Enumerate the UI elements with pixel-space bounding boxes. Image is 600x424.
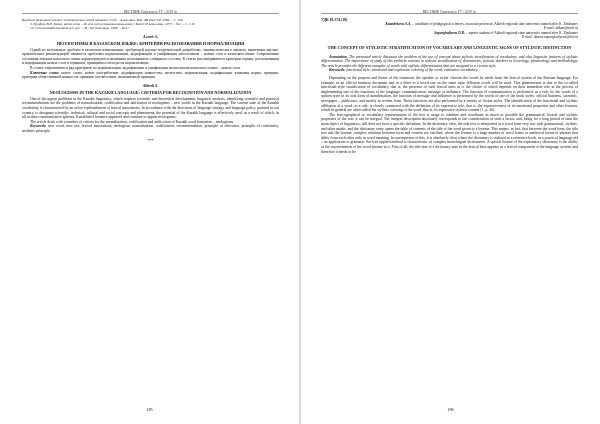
body-paragraph: The lexicographical or vocabulary representation of the text is usage to combine and coordinate as much as possible the grammatical, lexical and stylistic properties of the text, it can be integral. The integral description absolutely corresponds to the consideration of such a factor, and, being for a long period of time the main object of linguistics, still does not have a specific definition. In the dictionary view, the title text is interpreted as a word form very low with grammatical, stylistic, and other marks, and the dictionary entry opens the table of contents of the title of the word given to a lexeme. This means, in fact, that between the word form, the title text and the lexeme, complex relations between form and content are clarified, where the lexeme is a huge number of word forms or analytical forms of phrases that differ from each other only in word meaning. In consequence of this, it is absolutely clear where the dictionary is realized as a reference book, as a practical language aid – an application to grammar. Such an applied method is characteristic of complex monolingual dictionaries. A special feature of the explanatory dictionary is the ability of the representation of the word lexeme in it. First of all, the title text of a dictionary note in the lexical base appears as a lexical component of the language system, and therefore it needs to be	[321, 112, 578, 154]
journal-header: ВЕСТНИК Таразского ГУ / 2019 №	[22, 0, 279, 14]
author-email: E-mail: akkan@mail.ru	[543, 26, 578, 31]
page-number: 185	[146, 407, 153, 412]
udc-code: УДК 81.374 (18)	[321, 18, 348, 22]
ru-title: НЕОЛОГИЗМЫ В КАЗАХСКОМ ЯЗЫКЕ: КРИТЕРИИ РАСПОЗНАВАНИЯ И НОРМАЛИЗАЦИЯ	[56, 40, 245, 46]
reference-item: Введение развития сельских электрических сетей периода СССР. – Алма-Ата, Изд. АН КазССР, 1984. – С. 190.	[22, 18, 184, 22]
ru-abstract-2: В статье затрагиваются ряд критериев по нормализации, кодификации и унификации неологизмов казахского языка – новых слов.	[30, 65, 241, 70]
reference-item: 10. Сельскохозяйственный всп. рес. – М., Русский язык, 1986. – 624 с.	[30, 26, 130, 31]
author-email: E-mail: dinara.saparghaliyeva@list.ru	[521, 35, 578, 40]
ru-keywords-label: Ключевые слова:	[30, 70, 60, 75]
ru-author: Ахмед А.	[143, 34, 158, 39]
en-abstract: One of the urgent problems in the Kazakh linguistics, which requires scientific and theoretical development, linguistic analysis, identifying scientific and practical recommendations are the problems of normalization, codification and unification of neologisms – new words in the Kazakh language. The current state of the Kazakh vocabulary is characterized by an active replenishment of lexical innovations. In accordance with the directions of language strategy and language policy pursued in our country, to designate scientific, technical, cultural and social concepts and phenomena, the potential of the Kazakh language is effectively used, as a result of which, in all written communicative spheres, Kazakhized lexemes appeared and continue to appear neologisms.	[22, 96, 279, 120]
en-author: Akhedi A.	[142, 83, 159, 88]
article-title: THE CONCEPT OF STYLISTIC STRATIFICATION OF VOCABULARY AND LINGUISTIC SIGNS OF STYLISTIC DISTINCTION	[327, 44, 572, 50]
author-name: Saparghaliyeva D.D.	[434, 30, 466, 35]
left-page	[0, 0, 299, 424]
journal-header: ВЕСТНИК Таразского ГУ / 2019 №	[321, 0, 578, 14]
annotation-text: The presented article discusses the problem of the use of concept about stylistic stratification of vocabulary, and also linguistic features of stylistic differentiation. The importance of study of this problem consists in stylistic stratification of dictionaries, stylistic markers in lexicology, phraseology and methodology. The article provides the different examples of words with stylistic differentiation that are assigned to a certain style.	[321, 54, 578, 68]
annotation-label: Annotation.	[329, 54, 348, 59]
right-page	[301, 0, 600, 424]
author-affiliation	[321, 22, 578, 40]
author-name: Kuanbekova A.A.	[385, 22, 412, 26]
ru-keywords: новое слово, новое употребление, кодификация новшества, неологизм, нормализация, кодификация, языковая норма, принцип, критерии общественной важности, принцип соответствия, экономичный принцип.	[22, 70, 279, 80]
en-abstract-2: The article deals with a number of criteria for the normalization, codification and unification of Kazakh word formation – neologisms.	[30, 119, 235, 124]
author-role: – candidate of pedagogical sciences, associate professor, Akhedi regional state university named after K. Zhubanov	[412, 22, 578, 26]
body-paragraph: Depending on the purpose and theme of the statement, the speaker or writer chooses the words he needs from the lexical system of the Russian language. For example, in an official business document and in a letter to a loved one on the same topic different words will be used. This phenomenon is due to the so-called functional-style stratification of vocabulary, that is, the presence of such lexical units in it, the choice of which depends on their immediate role in the process of implementing one of the functions of the language: communication, message or influence. The function of communication is performed, as a rule, by the words of a spoken style in its oral form of manifestation, the function of message and influence is performed by the words of one of the book styles: official business, scientific, newspaper – publicistic, and mostly in written form. These functions are also performed by a variety of fiction styles. The identification of the functional and stylistic affiliation of a word, as a rule, is closely connected with the definition of its expressive role, that is, the expressiveness of its emotional properties and other features, which in general are often called the stylistic coloring of the word, that is, its expressive stylistic content [1, p. 26].	[321, 76, 578, 113]
en-keywords: new word, new use, lexical innovations, neologism, normalization, codification, recommendation, principle of relevance, principle of conformity, aesthetic principle.	[22, 124, 280, 133]
en-title: NEOLOGISMS IN THE KAZAKH LANGUAGE: CRITERIA FOR RECOGNITION AND NORMALIZATION	[49, 89, 252, 95]
reference-item: 9. Ерофеев В.П. Казах. радио сети – 40 лет пути (Алматы/Алма-ата) // КазССР Алма-Ата. 1977. – №1. – С. 1–8.	[30, 22, 195, 27]
author-role: – master student of Akhedi regional state university named after K. Zhubanov	[466, 30, 578, 35]
section-divider: ***	[147, 137, 154, 143]
page-number: 186	[447, 407, 454, 412]
en-keywords-label: Keywords:	[30, 124, 47, 129]
keywords-label: Keywords:	[329, 68, 346, 73]
keywords-text: functional style, emotional and expressive coloring of the word, evaluative vocabulary.	[346, 68, 479, 73]
ru-abstract: Одной из актуальных проблем в казахском языкознании, требующей научно-теоретической разработки, лингвистического анализа, выявления научно-практических рекомендаций, являются проблемы нормализации, кодификации и унификации неологизмов – новых слов в казахском языке. Современные состояния лексики казахского языка характеризуются активным пополнением словарного состава. В статье рассматриваются критерии оценки, распознавания и кодификации новых слов и терминов, принципы и методы их нормализации.	[22, 47, 279, 66]
